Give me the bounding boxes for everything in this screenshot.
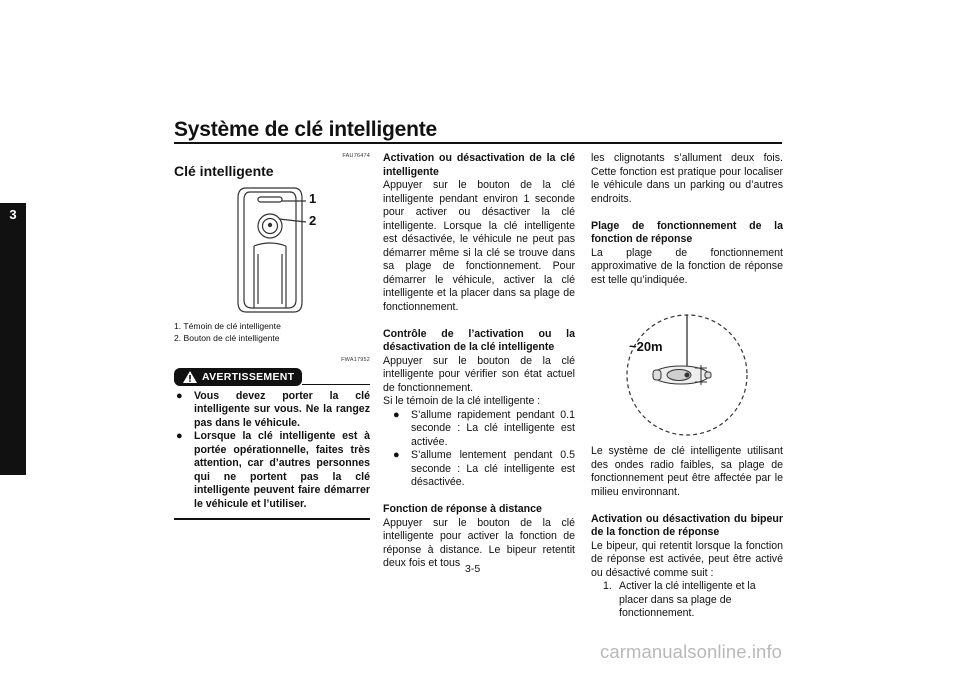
bullet-icon: ● <box>393 449 400 461</box>
scooter-icon <box>653 365 711 385</box>
warning-triangle-icon <box>182 370 198 384</box>
paragraph-check-lead: Si le témoin de la clé intelligente : <box>383 395 541 407</box>
column-2 <box>383 152 575 571</box>
smart-key-illustration <box>174 184 370 316</box>
warning-box <box>174 354 370 520</box>
bullet-icon: ● <box>176 389 183 402</box>
warning-label: AVERTISSEMENT <box>202 370 295 383</box>
list-item <box>391 449 575 490</box>
warning-list <box>174 390 370 512</box>
list-item-text: S’allume rapidement pendant 0.1 seconde : La clé intelligente est activée. <box>411 408 575 448</box>
paragraph-range-note: Le système de clé intelligente utilisant des ondes radio faibles, sa plage de fonctionnement peut être affectée par le milieu environnant. <box>591 445 783 498</box>
callout-2: 2 <box>309 213 317 228</box>
page-title: Système de clé intelligente <box>174 118 438 141</box>
paragraph-beeper: Le bipeur, qui retentit lorsque la fonction de réponse est activée, peut être activé ou désactivé comme suit : <box>591 539 783 579</box>
range-diagram <box>591 293 783 445</box>
bullet-icon: ● <box>393 408 400 421</box>
subheading-activation: Activation ou désactivation de la clé intelligente <box>383 152 575 178</box>
smart-key-icon <box>174 184 370 316</box>
subheading-beeper: Activation ou désactivation du bipeur de la fonction de réponse <box>591 512 783 538</box>
title-rule <box>174 142 782 144</box>
caption-1: 1. Témoin de clé intelligente <box>174 321 281 331</box>
paragraph-activation: Appuyer sur le bouton de la clé intelligente pendant environ 1 seconde pour activer ou désactiver la clé intelligente. Lorsque la clé intelligente est désactivée, le véhicule ne peut pas démarrer même si la clé se trouve dans sa plage de fonctionnement. Pour démarrer le véhicule, activer la clé intelligente et la placer dans sa plage de fonctionnement. <box>383 179 575 313</box>
column-1 <box>174 150 370 520</box>
step-number: 1. <box>603 580 612 592</box>
warning-item <box>174 390 370 431</box>
watermark: carmanualsonline.info <box>600 641 783 662</box>
warning-item-text: Lorsque la clé intelligente est à portée opérationnelle, faites très attention, car d’autres personnes qui ne portent pas la clé intelligente peuvent faire démarrer le véhicule et l’utiliser. <box>194 430 370 510</box>
warning-header <box>174 368 370 386</box>
section-heading: Clé intelligente <box>174 162 274 179</box>
subheading-range: Plage de fonctionnement de la fonction de réponse <box>591 219 783 245</box>
step-text: Activer la clé intelligente et la placer dans sa plage de fonctionnement. <box>619 580 756 619</box>
callout-1: 1 <box>309 191 317 206</box>
range-illustration <box>591 293 783 445</box>
figure-captions <box>174 320 370 344</box>
caption-2: 2. Bouton de clé intelligente <box>174 333 280 343</box>
reference-code: FAU76474 <box>342 153 370 159</box>
list-item-text: S’allume lentement pendant 0.5 seconde : La clé intelligente est désactivée. <box>411 449 575 488</box>
column-3 <box>591 152 783 621</box>
paragraph-continued: les clignotants s’allument deux fois. Cette fonction est pratique pour localiser le véhicule dans un parking ou d’autres endroits. <box>591 152 783 205</box>
subheading-remote-response: Fonction de réponse à distance <box>383 503 542 515</box>
paragraph-check: Appuyer sur le bouton de la clé intelligente pour vérifier son état actuel de fonctionnement. <box>383 354 575 394</box>
warning-bottom-rule <box>174 518 370 520</box>
warning-badge <box>174 368 302 386</box>
range-label: ~20m <box>629 339 663 354</box>
chapter-tab <box>0 203 26 475</box>
list-item <box>391 409 575 450</box>
bullet-icon: ● <box>176 430 183 442</box>
warning-item-text: Vous devez porter la clé intelligente sur vous. Ne la rangez pas dans le véhicule. <box>194 389 370 429</box>
subheading-check: Contrôle de l’activation ou la désactivation de la clé intelligente <box>383 327 575 353</box>
step-item <box>591 580 783 621</box>
chapter-number: 3 <box>9 207 17 222</box>
page-number: 3-5 <box>465 563 481 575</box>
warning-item <box>174 430 370 511</box>
warning-code: FWA17952 <box>341 357 370 363</box>
warning-header-line <box>302 384 370 385</box>
paragraph-range: La plage de fonctionnement approximative de la fonction de réponse est telle qu’indiquée. <box>591 246 783 286</box>
indicator-list <box>391 409 575 490</box>
paragraph-remote-response: Appuyer sur le bouton de la clé intelligente pour activer la fonction de réponse à distance. Le bipeur retentit deux fois et tous <box>383 516 575 569</box>
